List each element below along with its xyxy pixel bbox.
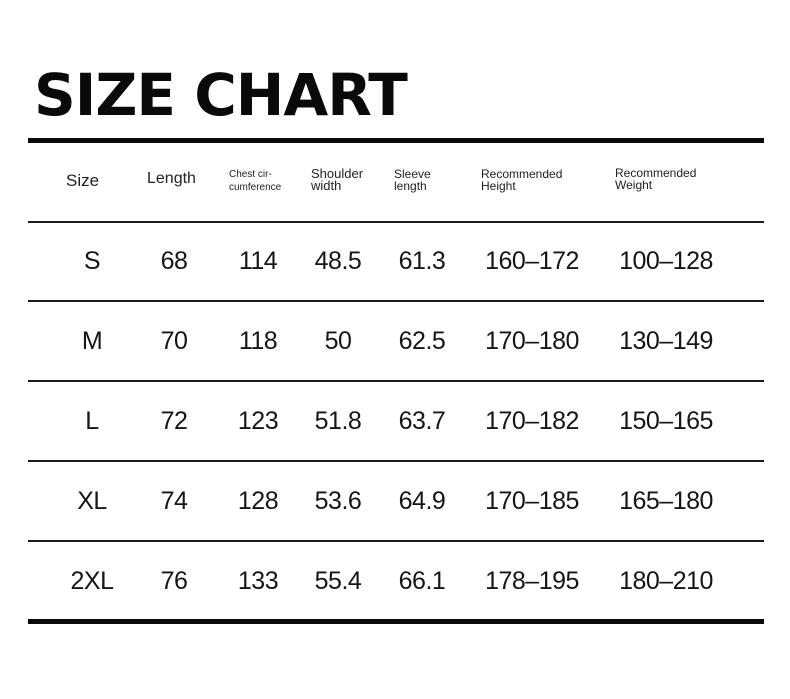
cell-shoulder: 51.8	[314, 407, 362, 435]
cell-weight: 150–165	[619, 407, 713, 435]
table-row	[0, 302, 790, 380]
cell-weight: 165–180	[619, 487, 713, 515]
cell-shoulder: 48.5	[314, 247, 362, 275]
cell-height: 178–195	[485, 567, 579, 595]
cell-weight: 130–149	[619, 327, 713, 355]
table-row	[0, 542, 790, 620]
cell-size: 2XL	[70, 567, 114, 595]
cell-length: 68	[160, 247, 188, 275]
header-chest-circumference: Chest cir- cumference	[229, 169, 282, 193]
table-header-row	[0, 150, 790, 210]
cell-chest: 123	[237, 407, 279, 435]
cell-chest: 128	[237, 487, 279, 515]
table-row	[0, 462, 790, 540]
table-row	[0, 222, 790, 300]
cell-chest: 133	[237, 567, 279, 595]
header-recommended-height: Recommended Height	[481, 167, 563, 193]
header-shoulder-width: Shoulder width	[311, 166, 364, 193]
cell-length: 74	[160, 487, 188, 515]
cell-weight: 100–128	[619, 247, 713, 275]
cell-sleeve: 66.1	[398, 567, 446, 595]
cell-chest: 118	[238, 327, 278, 355]
cell-height: 160–172	[485, 247, 579, 275]
cell-sleeve: 63.7	[398, 407, 446, 435]
cell-chest: 114	[238, 247, 278, 275]
cell-size: M	[81, 327, 103, 355]
table-row	[0, 382, 790, 460]
cell-sleeve: 61.3	[398, 247, 446, 275]
cell-height: 170–185	[485, 487, 579, 515]
cell-shoulder: 53.6	[314, 487, 362, 515]
cell-height: 170–182	[485, 407, 579, 435]
table-bottom-rule	[28, 619, 764, 624]
cell-sleeve: 64.9	[398, 487, 446, 515]
cell-weight: 180–210	[619, 567, 713, 595]
page-title: SIZE CHART	[34, 61, 407, 129]
header-size: Size	[66, 171, 100, 190]
cell-height: 170–180	[485, 327, 579, 355]
cell-size: L	[85, 407, 99, 435]
cell-sleeve: 62.5	[398, 327, 446, 355]
cell-length: 72	[160, 407, 188, 435]
cell-length: 76	[160, 567, 188, 595]
cell-shoulder: 50	[324, 327, 352, 355]
cell-length: 70	[160, 327, 188, 355]
cell-shoulder: 55.4	[314, 567, 362, 595]
cell-size: XL	[77, 487, 107, 515]
header-length: Length	[147, 170, 196, 187]
header-sleeve-length: Sleeve length	[394, 167, 431, 193]
table-top-rule	[28, 138, 764, 143]
header-recommended-weight: Recommended Weight	[615, 166, 697, 192]
cell-size: S	[83, 247, 101, 275]
